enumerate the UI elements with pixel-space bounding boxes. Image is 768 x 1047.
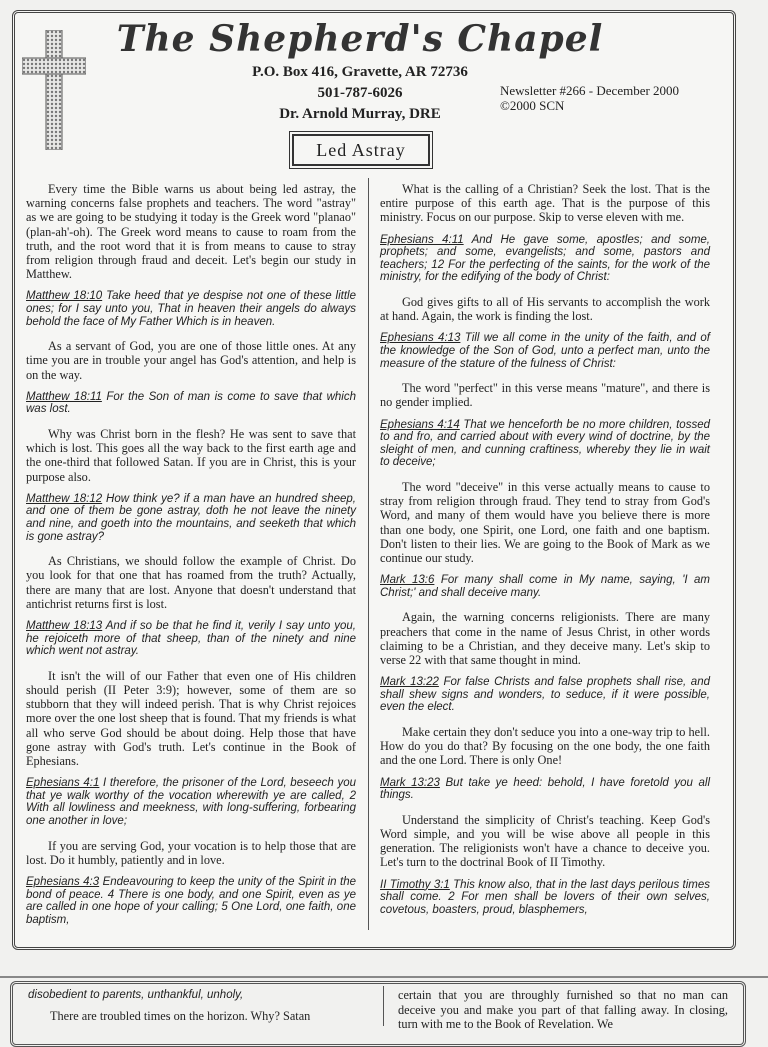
paragraph: It isn't the will of our Father that even one of His children should perish (II Peter 3:9); however, some of them are so stubborn that they will indeed perish. That is why Christ rejoices more over the one lost sheep that is found. That my friends is what all who serve God should be about doing. Help those that have gone astray with God's truth. Let's continue in the Book of Ephesians.	[26, 668, 356, 768]
column-divider	[368, 178, 369, 930]
paragraph: God gives gifts to all of His servants to accomplish the work at hand. Again, the work is finding the lost.	[380, 294, 710, 324]
paragraph: As a servant of God, you are one of those little ones. At any time you are in trouble your angel has God's attention, and help is on the way.	[26, 339, 356, 382]
left-column	[26, 182, 356, 937]
verse-reference: Ephesians 4:1	[26, 777, 100, 790]
verse-reference: Matthew 18:11	[26, 390, 102, 403]
right-column	[380, 182, 710, 927]
scripture-verse	[26, 290, 356, 328]
verse-text: And He gave some, apostles; and some, prophets; and some, evangelists; and some, pastors and teachers; 12 For the perfecting of the saints, for the work of the ministry, for the edifying of the body of Christ:	[380, 233, 710, 284]
scripture-verse	[26, 777, 356, 827]
verse-text: Till we all come in the unity of the faith, and of the knowledge of the Son of God, unto a perfect man, unto the measure of the stature of the fulness of Christ:	[380, 332, 710, 370]
verse-text: How think ye? if a man have an hundred sheep, and one of them be gone astray, doth he not leave the ninety and nine, and goeth into the mountains, and seeketh that which is gone astray?	[26, 492, 356, 543]
verse-text: But take ye heed: behold, I have foretold you all things.	[380, 776, 710, 802]
scripture-verse	[380, 676, 710, 714]
copyright: ©2000 SCN	[500, 98, 565, 113]
topic-box	[292, 134, 430, 166]
next-page-right: certain that you are throughly furnished so that no man can deceive you and make you part of that falling away. In closing, turn with me to the Book of Revelation. We	[398, 988, 728, 1031]
paragraph: Make certain they don't seduce you into a one-way trip to hell. How do you do that? By focusing on the one body, the one faith and the one Lord. There is only One!	[380, 724, 710, 768]
address: P.O. Box 416, Gravette, AR 72736	[252, 64, 468, 80]
next-page-divider	[383, 986, 384, 1026]
verse-reference: Ephesians 4:11	[380, 233, 464, 246]
scripture-verse	[380, 332, 710, 370]
paragraph-fragment: There are troubled times on the horizon. Why? Satan	[50, 1008, 311, 1023]
scripture-verse	[26, 391, 356, 416]
paragraph: Why was Christ born in the flesh? He was sent to save that which is lost. This goes all the way back to the first earth age and the one-third that followed Satan. If you are in Christ, this is your purpose also.	[26, 427, 356, 484]
topic-title: Led Astray	[316, 139, 406, 160]
verse-reference: Ephesians 4:14	[380, 418, 460, 431]
verse-text: Take heed that ye despise not one of these little ones; for I say unto you, That in heaven their angels do always behold the face of My Father Which is in heaven.	[26, 290, 357, 328]
verse-reference: Matthew 18:13	[26, 620, 103, 632]
verse-text: For the Son of man is come to save that which was lost.	[26, 390, 356, 416]
scripture-verse	[26, 876, 356, 926]
paragraph: Again, the warning concerns religionists. There are many preachers that come in the name of Jesus Christ, in other words claiming to be a Christian, and they deceive many. Let's skip to verse 22 with that same thought in mind.	[380, 610, 710, 667]
paragraph: If you are serving God, your vocation is to help those that are lost. Do it humbly, patiently and in love.	[26, 838, 356, 867]
scripture-verse	[26, 620, 356, 658]
verse-reference: Mark 13:23	[380, 776, 440, 789]
verse-text: And if so be that he find it, verily I say unto you, he rejoiceth more of that sheep, than of the ninety and nine which went not astray.	[26, 620, 357, 658]
verse-reference: Mark 13:22	[380, 676, 439, 689]
scripture-verse	[380, 419, 710, 469]
paragraph: The word "deceive" in this verse actually means to cause to stray from religion through fraud. They tend to stray from God's Word, and many of them would have you believe there is more than one body, one Spirit, one Lord, one faith and one baptism. Don't listen to their lies. We are going to the Book of Mark as we continue our study.	[380, 479, 710, 565]
pastor: Dr. Arnold Murray, DRE	[279, 106, 441, 122]
verse-reference: Matthew 18:10	[26, 290, 103, 303]
phone: 501-787-6026	[317, 85, 403, 101]
paragraph: As Christians, we should follow the example of Christ. Do you look for that one that has roamed from the truth? Actually, there are many that are lost. Anyone that doesn't understand that antichrist returns first is lost.	[26, 554, 356, 611]
paragraph: The word "perfect" in this verse means "mature", and there is no gender implied.	[380, 381, 710, 410]
verse-text: That we henceforth be no more children, tossed to and fro, and carried about with every wind of doctrine, by the sleight of men, and cunning craftiness, whereby they lie in wait to deceive;	[380, 418, 710, 469]
paragraph: Every time the Bible warns us about being led astray, the warning concerns false prophets and teachers. The word "astray" as we are going to be studying it today is the Greek word "planao" (plan-ah'-oh). The Greek word means to cause to roam from the truth, and the root word that it is from means to cause to stray from religion through fraud and deceit. Let's begin our study in Matthew.	[26, 182, 356, 282]
paragraph: What is the calling of a Christian? Seek the lost. That is the entire purpose of this earth age. That is the purpose of this ministry. Focus on our purpose. Skip to verse eleven with me.	[380, 182, 710, 225]
verse-reference: Ephesians 4:13	[380, 332, 461, 345]
cross-icon	[22, 30, 86, 150]
scripture-verse	[380, 777, 710, 802]
verse-text: For many shall come in My name, saying, 'I am Christ;' and shall deceive many.	[380, 574, 711, 599]
verse-reference: Ephesians 4:3	[26, 875, 100, 888]
verse-text: I therefore, the prisoner of the Lord, beseech you that ye walk worthy of the vocation wherewith ye are called, 2 With all lowliness and meekness, with long-suffering, forbearing one another in love;	[26, 777, 356, 827]
newsletter-number: Newsletter #266 - December 2000	[500, 83, 680, 98]
verse-reference: Mark 13:6	[380, 574, 435, 587]
scripture-verse	[380, 574, 710, 599]
verse-text: For false Christs and false prophets shall rise, and shall shew signs and wonders, to seduce, if it were possible, even the elect.	[380, 676, 710, 714]
verse-fragment: disobedient to parents, unthankful, unholy,	[28, 989, 244, 1001]
scripture-verse	[380, 234, 710, 284]
verse-reference: Matthew 18:12	[26, 492, 103, 505]
verse-text: Endeavouring to keep the unity of the Spirit in the bond of peace. 4 There is one body, and one Spirit, even as ye are called in one hope of your calling; 5 One Lord, one faith, one baptism,	[26, 875, 356, 926]
newsletter-title: The Shepherd's Chapel	[116, 18, 604, 60]
verse-reference: II Timothy 3:1	[380, 878, 450, 891]
scripture-verse	[26, 493, 356, 543]
paragraph: Understand the simplicity of Christ's teaching. Keep God's Word simple, and you will be wise above all people in this generation. The religionists won't have a chance to deceive you. Let's turn to the doctrinal Book of II Timothy.	[380, 812, 710, 870]
verse-text: This know also, that in the last days perilous times shall come. 2 For men shall be lovers of their own selves, covetous, boasters, proud, blasphemers,	[380, 878, 710, 916]
next-page-left	[28, 988, 368, 1023]
scripture-verse	[380, 879, 710, 917]
newsletter-info	[500, 83, 679, 113]
